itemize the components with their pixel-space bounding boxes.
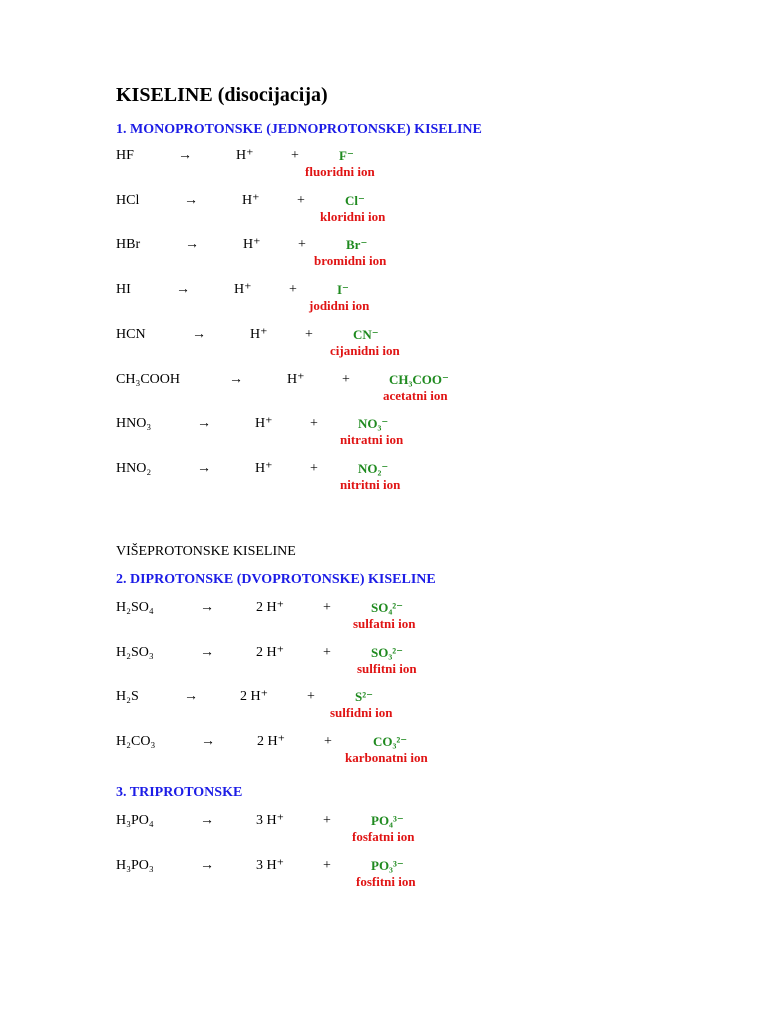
ion-name-label: cijanidni ion — [330, 342, 400, 358]
section-subtitle-polyprotic: VIŠEPROTONSKE KISELINE — [116, 544, 296, 559]
plus-sign: + — [323, 857, 331, 873]
product-ion-formula: CO₃²⁻ — [373, 734, 408, 750]
proton-formula: 2 H⁺ — [240, 689, 268, 705]
acid-formula: H₃PO₃ — [116, 857, 154, 873]
proton-formula: 2 H⁺ — [256, 644, 284, 660]
proton-formula: H⁺ — [255, 460, 273, 476]
reaction-arrow: → — [200, 813, 214, 828]
plus-sign: + — [310, 416, 318, 432]
reaction-arrow: → — [201, 734, 215, 750]
reaction-arrow: → — [197, 460, 211, 476]
reaction-arrow: → — [200, 600, 214, 615]
acid-formula: HNO₃ — [116, 416, 152, 432]
product-ion-formula: SO₃²⁻ — [371, 644, 403, 660]
acid-formula: H₃PO₄ — [116, 813, 154, 828]
acid-formula: H₂SO₄ — [116, 600, 154, 615]
section-heading-monoprotic: 1. MONOPROTONSKE (JEDNOPROTONSKE) KISELINE — [116, 122, 482, 137]
acid-formula: H₂S — [116, 689, 139, 705]
acid-formula: HNO₂ — [116, 460, 152, 476]
proton-formula: 2 H⁺ — [256, 600, 284, 615]
ion-name-label: sulfatni ion — [353, 616, 416, 631]
acid-formula: HBr — [116, 237, 141, 253]
product-ion-formula: CN⁻ — [353, 326, 379, 342]
plus-sign: + — [297, 192, 305, 208]
reaction-arrow: → — [178, 148, 192, 163]
acid-formula: HCN — [116, 326, 146, 342]
product-ion-formula: PO₃³⁻ — [371, 857, 404, 873]
page-title: KISELINE (disocijacija) — [116, 84, 328, 106]
proton-formula: 2 H⁺ — [257, 734, 285, 750]
proton-formula: H⁺ — [242, 192, 260, 208]
plus-sign: + — [298, 237, 306, 253]
proton-formula: H⁺ — [234, 282, 252, 298]
plus-sign: + — [291, 148, 299, 163]
product-ion-formula: I⁻ — [337, 282, 349, 298]
plus-sign: + — [323, 813, 331, 828]
proton-formula: 3 H⁺ — [256, 813, 284, 828]
acid-formula: H₂SO₃ — [116, 644, 154, 660]
acid-formula: HCl — [116, 192, 140, 208]
product-ion-formula: Br⁻ — [346, 237, 368, 253]
acid-formula: H₂CO₃ — [116, 734, 156, 750]
product-ion-formula: S²⁻ — [355, 689, 373, 705]
reaction-arrow: → — [184, 192, 198, 208]
proton-formula: H⁺ — [255, 416, 273, 432]
proton-formula: H⁺ — [243, 237, 261, 253]
section-heading-diprotic: 2. DIPROTONSKE (DVOPROTONSKE) KISELINE — [116, 572, 436, 587]
acid-formula: HF — [116, 148, 134, 163]
plus-sign: + — [289, 282, 297, 298]
section-heading-triprotic: 3. TRIPROTONSKE — [116, 785, 243, 800]
product-ion-formula: NO₃⁻ — [358, 416, 389, 432]
reaction-arrow: → — [200, 857, 214, 873]
plus-sign: + — [307, 689, 315, 705]
reaction-arrow: → — [229, 371, 243, 387]
product-ion-formula: Cl⁻ — [345, 192, 365, 208]
ion-name-label: kloridni ion — [320, 208, 386, 224]
proton-formula: H⁺ — [250, 326, 268, 342]
reaction-arrow: → — [192, 326, 206, 342]
plus-sign: + — [323, 644, 331, 660]
product-ion-formula: F⁻ — [339, 148, 354, 163]
ion-name-label: karbonatni ion — [345, 750, 428, 766]
product-ion-formula: CH₃COO⁻ — [389, 371, 449, 387]
product-ion-formula: PO₄³⁻ — [371, 813, 404, 828]
plus-sign: + — [324, 734, 332, 750]
reaction-arrow: → — [185, 237, 199, 253]
plus-sign: + — [310, 460, 318, 476]
product-ion-formula: SO₄²⁻ — [371, 600, 403, 615]
ion-name-label: sulfidni ion — [330, 705, 393, 721]
ion-name-label: sulfitni ion — [357, 660, 417, 676]
ion-name-label: fosfatni ion — [352, 829, 415, 844]
product-ion-formula: NO₂⁻ — [358, 460, 389, 476]
plus-sign: + — [342, 371, 350, 387]
ion-name-label: fosfitni ion — [356, 873, 416, 889]
reaction-arrow: → — [200, 644, 214, 660]
ion-name-label: bromidni ion — [314, 253, 387, 269]
reaction-arrow: → — [197, 416, 211, 432]
ion-name-label: acetatni ion — [383, 387, 448, 403]
ion-name-label: nitratni ion — [340, 432, 404, 448]
proton-formula: H⁺ — [236, 148, 254, 163]
acid-formula: HI — [116, 282, 131, 298]
acid-formula: CH₃COOH — [116, 371, 180, 387]
ion-name-label: fluoridni ion — [305, 164, 375, 179]
ion-name-label: nitritni ion — [340, 476, 401, 492]
plus-sign: + — [323, 600, 331, 615]
proton-formula: H⁺ — [287, 371, 305, 387]
reaction-arrow: → — [176, 282, 190, 298]
ion-name-label: jodidni ion — [309, 298, 370, 314]
reaction-arrow: → — [184, 689, 198, 705]
proton-formula: 3 H⁺ — [256, 857, 284, 873]
plus-sign: + — [305, 326, 313, 342]
